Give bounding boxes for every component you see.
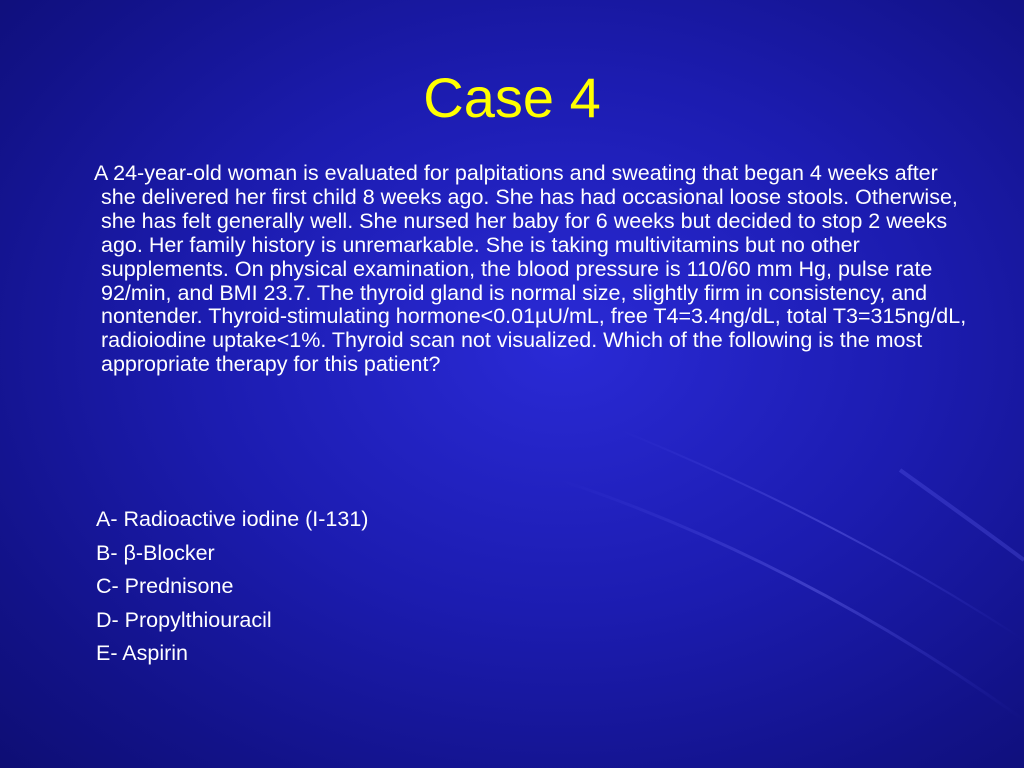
answer-option-b: B- β-Blocker (96, 540, 215, 565)
answer-option-a: A- Radioactive iodine (I-131) (96, 507, 369, 531)
answer-option-d: D- Propylthiouracil (96, 607, 272, 632)
answer-option-e: E- Aspirin (96, 641, 189, 665)
slide-title: Case 4 (423, 66, 601, 129)
answer-options-list (96, 503, 368, 671)
answer-option-c: C- Prednisone (96, 574, 234, 598)
case-question-text: A 24-year-old woman is evaluated for palpitations and sweating that began 4 weeks after she delivered her first child 8 weeks ago. She has had occasional loose stools. Otherwise, she has felt generally well. She nursed her baby for 6 weeks but decided to stop 2 weeks ago. Her family history is unremarkable. She is taking multivitamins but no other supplements. On physical examination, the blood pressure is 110/60 mm Hg, pulse rate 92/min, and BMI 23.7. The thyroid gland is normal size, slightly firm in consistency, and nontender. Thyroid-stimulating hormone<0.01µU/mL, free T4=3.4ng/dL, total T3=315ng/dL, radioiodine uptake<1%. Thyroid scan not visualized. Which of the following is the most appropriate therapy for this patient? (94, 161, 967, 377)
